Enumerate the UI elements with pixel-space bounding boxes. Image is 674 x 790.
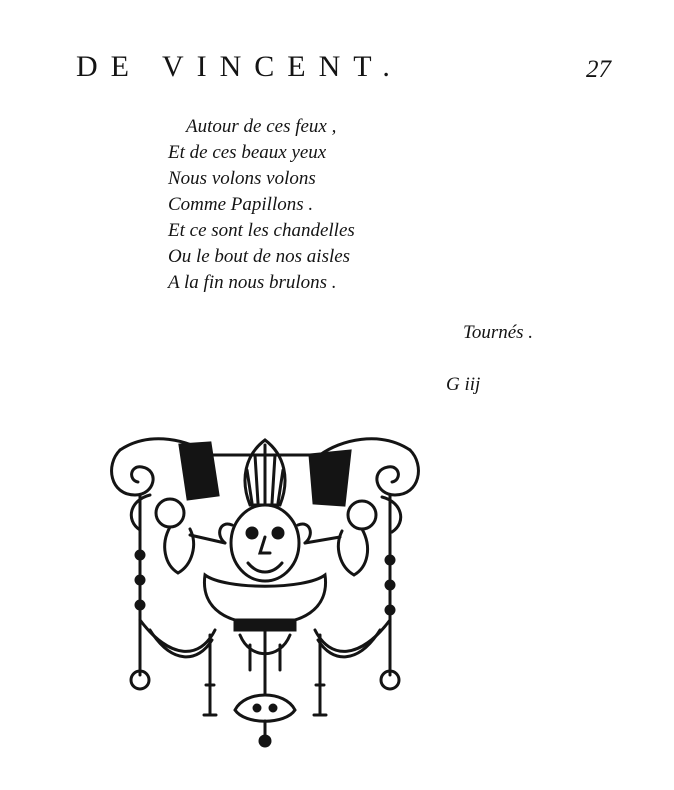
catchword: Tournés . (463, 322, 534, 343)
verse-line: Autour de ces feux , (186, 116, 337, 137)
verse-line: A la fin nous brulons . (168, 272, 337, 293)
verse-line: Ou le bout de nos aisles (168, 246, 351, 267)
verse-line: Et de ces beaux yeux (168, 142, 327, 163)
signature-mark: G iij (446, 374, 481, 395)
running-title: DE VINCENT. (76, 50, 403, 83)
grotesque-mask-ornament-icon (100, 425, 430, 755)
verse-stanza (168, 114, 355, 296)
verse-line: Comme Papillons . (168, 194, 314, 215)
page-number: 27 (586, 56, 611, 83)
verse-line: Nous volons volons (168, 168, 316, 189)
verse-line: Et ce sont les chandelles (168, 220, 355, 241)
